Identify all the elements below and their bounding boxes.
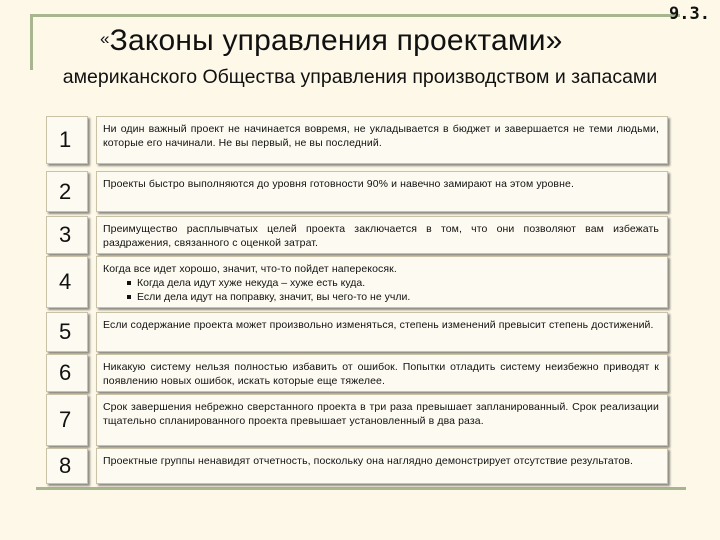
slide-number: 9.3. [669, 4, 710, 24]
law-bullet-item: Когда дела идут хуже некуда – хуже есть куда. [127, 276, 667, 290]
law-text: Срок завершения небрежно сверстанного проекта в три раза превышает запланированный. Срок реализации тщательно спланированного проекта превышает установленный в два раза. [103, 401, 659, 427]
law-row [46, 448, 668, 484]
law-number: 7 [59, 407, 72, 432]
slide-title [0, 24, 720, 58]
law-number-cell [46, 354, 88, 392]
law-number: 6 [59, 360, 72, 385]
law-number-cell [46, 394, 88, 446]
law-text: Когда все идет хорошо, значит, что-то пойдет наперекосяк. [103, 263, 397, 275]
law-text-cell [96, 394, 668, 446]
law-number-cell [46, 216, 88, 254]
title-open-quote: « [100, 29, 110, 48]
law-number-cell [46, 256, 88, 308]
law-bullet-item: Если дела идут на поправку, значит, вы чего-то не учли. [127, 290, 667, 304]
law-text-cell [96, 448, 668, 484]
law-text: Если содержание проекта может произвольно изменяться, степень изменений превысит степень достижений. [103, 319, 654, 331]
law-number: 1 [59, 127, 72, 152]
law-row [46, 256, 668, 308]
law-row [46, 116, 668, 164]
law-number-cell [46, 312, 88, 352]
law-text: Никакую систему нельзя полностью избавить от ошибок. Попытки отладить систему неизбежно приводят к появлению новых ошибок, искать которые еще тяжелее. [103, 361, 659, 387]
frame-bottom-line [36, 487, 686, 490]
law-row [46, 312, 668, 352]
law-text: Проекты быстро выполняются до уровня готовности 90% и навечно замирают на этом уровне. [103, 178, 574, 190]
title-text: Законы управления проектами» [109, 24, 563, 57]
law-row [46, 394, 668, 446]
law-text-cell [96, 216, 668, 254]
law-number: 3 [59, 222, 72, 247]
law-row [46, 354, 668, 392]
law-number: 5 [59, 319, 72, 344]
law-number-cell [46, 116, 88, 164]
law-row [46, 171, 668, 212]
law-number: 4 [59, 269, 72, 294]
law-row [46, 216, 668, 254]
law-text: Проектные группы ненавидят отчетность, поскольку она наглядно демонстрирует отсутствие результатов. [103, 455, 634, 467]
law-text-cell [96, 171, 668, 212]
law-bullets [97, 276, 667, 304]
law-number: 8 [59, 453, 72, 478]
law-text-cell [96, 312, 668, 352]
law-number-cell [46, 448, 88, 484]
frame-top-line [30, 14, 680, 17]
law-text-cell [96, 256, 668, 308]
law-number-cell [46, 171, 88, 212]
law-text: Ни один важный проект не начинается вовремя, не укладывается в бюджет и завершается не теми людьми, которые его начинали. Не вы первый, не вы последний. [103, 123, 659, 149]
law-text: Преимущество расплывчатых целей проекта заключается в том, что они позволяют вам избежать раздражения, связанного с оценкой затрат. [103, 223, 659, 249]
slide-subtitle: американского Общества управления производством и запасами [62, 66, 658, 88]
law-text-cell [96, 116, 668, 164]
law-number: 2 [59, 178, 72, 204]
law-text-cell [96, 354, 668, 392]
